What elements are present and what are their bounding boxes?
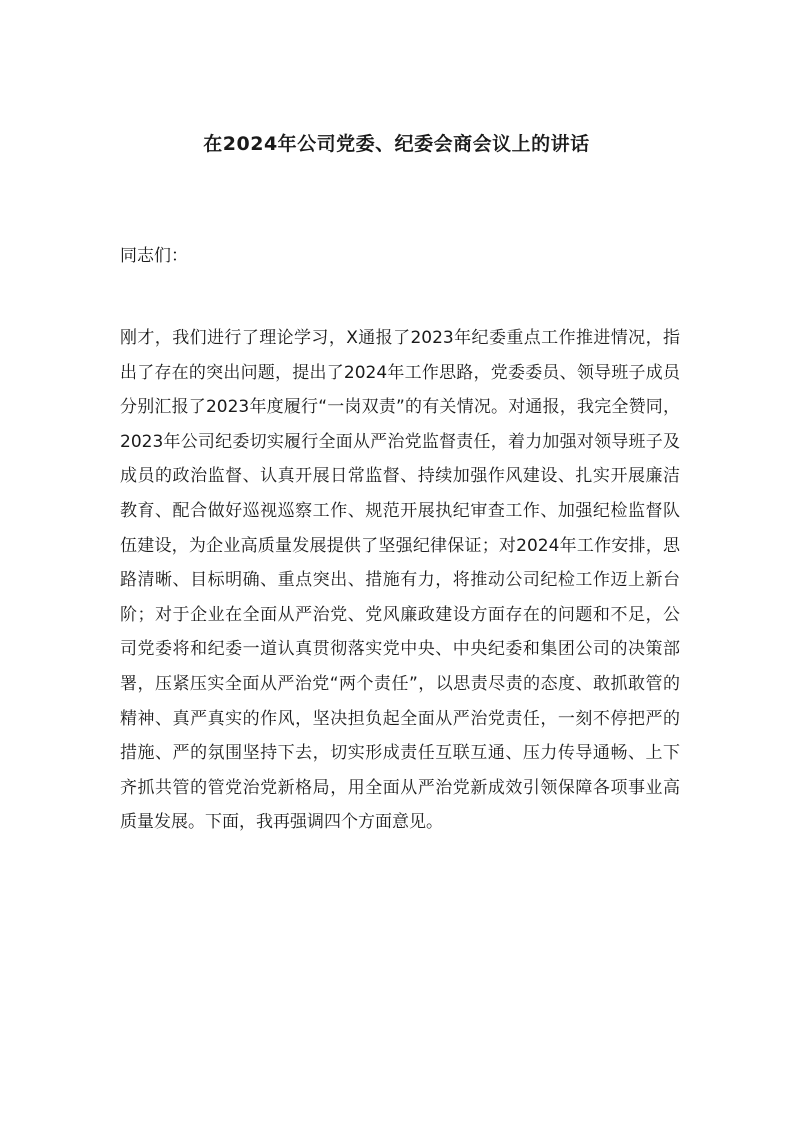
- body-paragraph: 刚才，我们进行了理论学习，X通报了2023年纪委重点工作推进情况，指出了存在的突出问题，提出了2024年工作思路，党委委员、领导班子成员分别汇报了2023年度履行“一岗双责”的有关情况。对通报，我完全赞同，2023年公司纪委切实履行全面从严治党监督责任，着力加强对领导班子及成员的政治监督、认真开展日常监督、持续加强作风建设、扎实开展廉洁教育、配合做好巡视巡察工作、规范开展执纪审查工作、加强纪检监督队伍建设，为企业高质量发展提供了坚强纪律保证；对2024年工作安排，思路清晰、目标明确、重点突出、措施有力，将推动公司纪检工作迈上新台阶；对于企业在全面从严治党、党风廉政建设方面存在的问题和不足，公司党委将和纪委一道认真贯彻落实党中央、中央纪委和集团公司的决策部署，压紧压实全面从严治党“两个责任”，以思责尽责的态度、敢抓敢管的精神、真严真实的作风，坚决担负起全面从严治党责任，一刻不停把严的措施、严的氛围坚持下去，切实形成责任互联互通、压力传导通畅、上下齐抓共管的管党治党新格局，用全面从严治党新成效引领保障各项事业高质量发展。下面，我再强调四个方面意见。: [120, 328, 680, 833]
- document-title: 在2024年公司党委、纪委会商会议上的讲话: [203, 133, 590, 155]
- salutation: 同志们：: [120, 246, 188, 266]
